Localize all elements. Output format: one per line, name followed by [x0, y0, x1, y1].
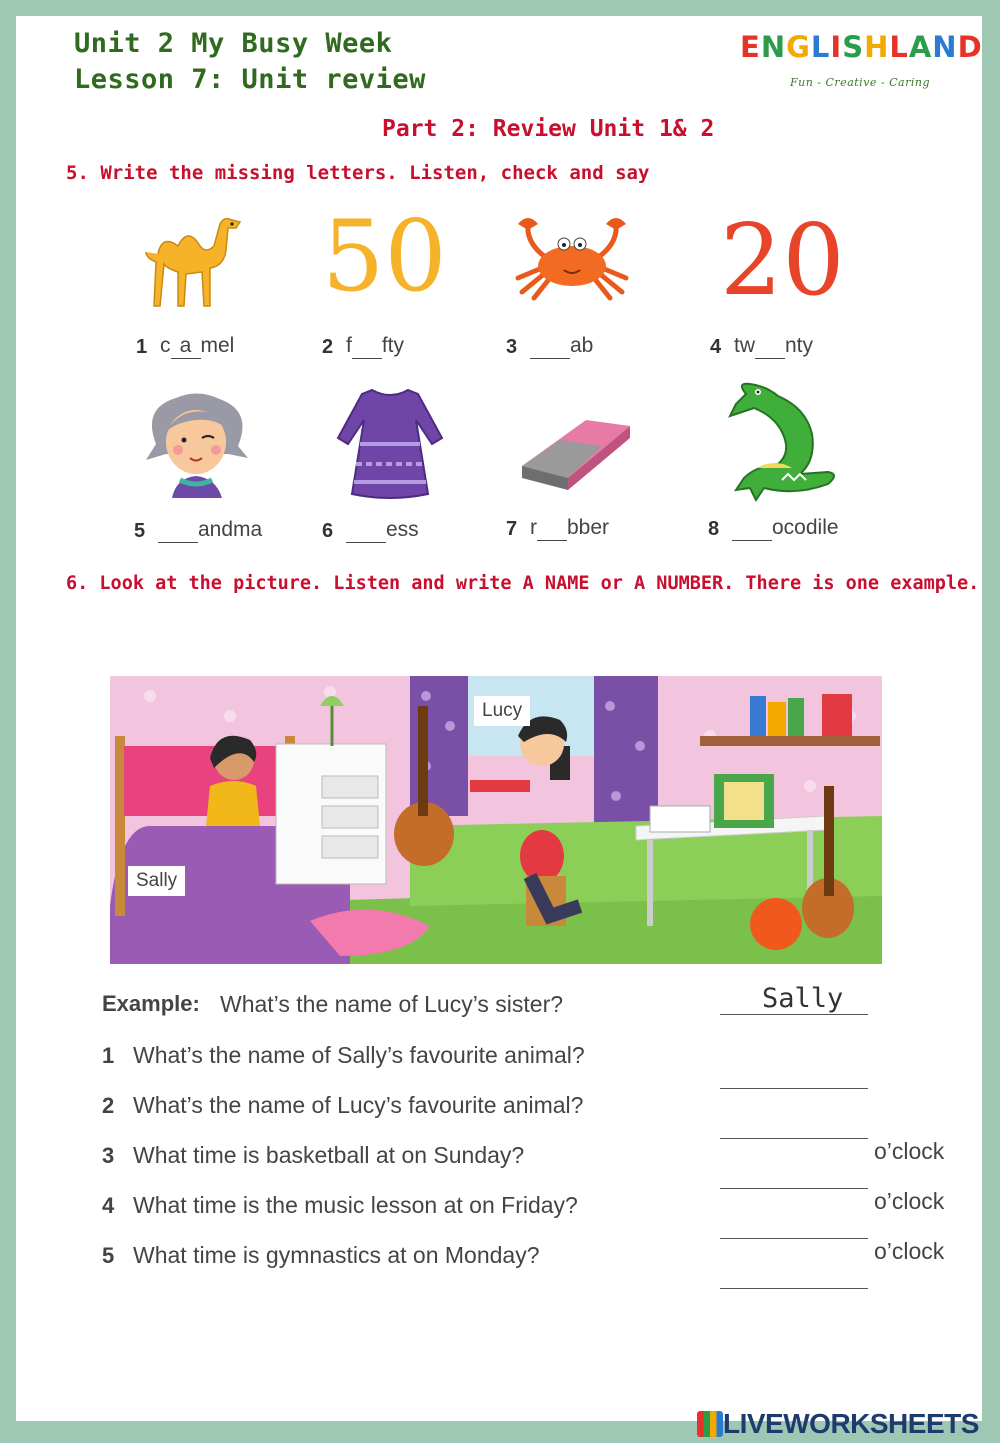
- liveworksheets-brand: [697, 1408, 979, 1440]
- example-label: Example:: [102, 991, 200, 1016]
- word-end: andma: [198, 518, 263, 541]
- logo-letter: N: [760, 30, 787, 64]
- exercise5-instruction: 5. Write the missing letters. Listen, check and say: [66, 162, 650, 184]
- unit-title: Unit 2 My Busy Week: [74, 28, 393, 59]
- logo-letter: D: [957, 30, 983, 64]
- missing-letters-blank[interactable]: [530, 334, 570, 359]
- missing-letters-word: [530, 334, 593, 359]
- logo-letter: E: [740, 30, 761, 64]
- answer-input[interactable]: [720, 1216, 868, 1239]
- missing-letters-blank[interactable]: [732, 516, 772, 541]
- dress-picture: [332, 384, 448, 500]
- logo-letter: N: [932, 30, 958, 64]
- missing-letters-word: [346, 334, 404, 359]
- number-20-picture: 20: [720, 204, 845, 318]
- answer-input[interactable]: [720, 1266, 868, 1289]
- example-answer-line: [720, 1014, 868, 1015]
- word-start: f: [346, 334, 352, 357]
- logo-tagline: Fun - Creative - Caring: [790, 76, 931, 89]
- missing-letters-word: [530, 516, 609, 541]
- question-text: What time is the music lesson at on Friday?: [133, 1192, 578, 1218]
- missing-letters-blank[interactable]: [158, 518, 198, 543]
- lesson-title: Lesson 7: Unit review: [74, 64, 426, 95]
- word-end: nty: [785, 334, 814, 357]
- word-end: fty: [381, 334, 405, 357]
- scene-label-lucy: Lucy: [474, 696, 530, 726]
- missing-letters-blank[interactable]: [352, 334, 382, 359]
- logo-letter: S: [842, 30, 865, 64]
- liveworksheets-icon: [697, 1411, 723, 1437]
- rubber-picture: [516, 400, 636, 496]
- oclock-suffix: o’clock: [874, 1188, 945, 1214]
- part-title: Part 2: Review Unit 1& 2: [382, 116, 715, 142]
- grandma-picture: [136, 388, 260, 498]
- logo-letter: L: [810, 30, 831, 64]
- question-number: 3: [102, 1143, 115, 1168]
- item-number: 8: [708, 518, 720, 540]
- missing-letters-word: [158, 518, 262, 543]
- liveworksheets-text: LIVEWORKSHEETS: [723, 1408, 979, 1439]
- missing-letters-word: [346, 518, 419, 543]
- answer-input[interactable]: [720, 1166, 868, 1189]
- word-start: r: [530, 516, 537, 539]
- missing-letters-word: [160, 334, 234, 359]
- item-number: 7: [506, 518, 518, 540]
- logo-letter: L: [889, 30, 909, 64]
- missing-letters-blank[interactable]: a: [171, 334, 201, 359]
- missing-letters-blank[interactable]: [537, 516, 567, 541]
- logo-letter: A: [908, 30, 933, 64]
- word-end: mel: [200, 334, 235, 357]
- example-answer: Sally: [762, 983, 844, 1014]
- question-number: 2: [102, 1093, 115, 1118]
- oclock-suffix: o’clock: [874, 1238, 945, 1264]
- question-text: What time is basketball at on Sunday?: [133, 1142, 525, 1168]
- englishland-logo: [740, 30, 983, 90]
- scene-label-sally: Sally: [128, 866, 185, 896]
- question-number: 5: [102, 1243, 115, 1268]
- crocodile-picture: [716, 378, 846, 504]
- worksheet-page: [16, 16, 982, 1421]
- question-text: What’s the name of Lucy’s favourite animal?: [133, 1092, 584, 1118]
- item-number: 5: [134, 520, 146, 542]
- word-start: c: [160, 334, 171, 357]
- missing-letters-blank[interactable]: [755, 334, 785, 359]
- logo-letter: H: [864, 30, 890, 64]
- word-end: ab: [570, 334, 594, 357]
- item-number: 4: [710, 336, 722, 358]
- logo-letter: I: [830, 30, 843, 64]
- word-end: ess: [386, 518, 419, 541]
- word-start: tw: [734, 334, 755, 357]
- exercise6-instruction: 6. Look at the picture. Listen and write A NAME or A NUMBER. There is one example.: [66, 573, 980, 594]
- item-number: 6: [322, 520, 334, 542]
- number-50-picture: 50: [322, 200, 447, 314]
- word-end: ocodile: [772, 516, 839, 539]
- oclock-suffix: o’clock: [874, 1138, 945, 1164]
- item-number: 3: [506, 336, 518, 358]
- item-number: 1: [136, 336, 148, 358]
- logo-letter: G: [786, 30, 811, 64]
- question-text: What’s the name of Sally’s favourite animal?: [133, 1042, 585, 1068]
- question-number: 1: [102, 1043, 115, 1068]
- word-end: bber: [567, 516, 610, 539]
- missing-letters-word: [734, 334, 813, 359]
- question-text: What time is gymnastics at on Monday?: [133, 1242, 540, 1268]
- answer-input[interactable]: [720, 1116, 868, 1139]
- crab-picture: [510, 212, 634, 302]
- logo-word: [740, 30, 983, 64]
- missing-letters-blank[interactable]: [346, 518, 386, 543]
- example-question: What’s the name of Lucy’s sister?: [220, 991, 564, 1017]
- item-number: 2: [322, 336, 334, 358]
- question-number: 4: [102, 1193, 115, 1218]
- missing-letters-word: [732, 516, 839, 541]
- answer-input[interactable]: [720, 1066, 868, 1089]
- camel-picture: [140, 206, 250, 316]
